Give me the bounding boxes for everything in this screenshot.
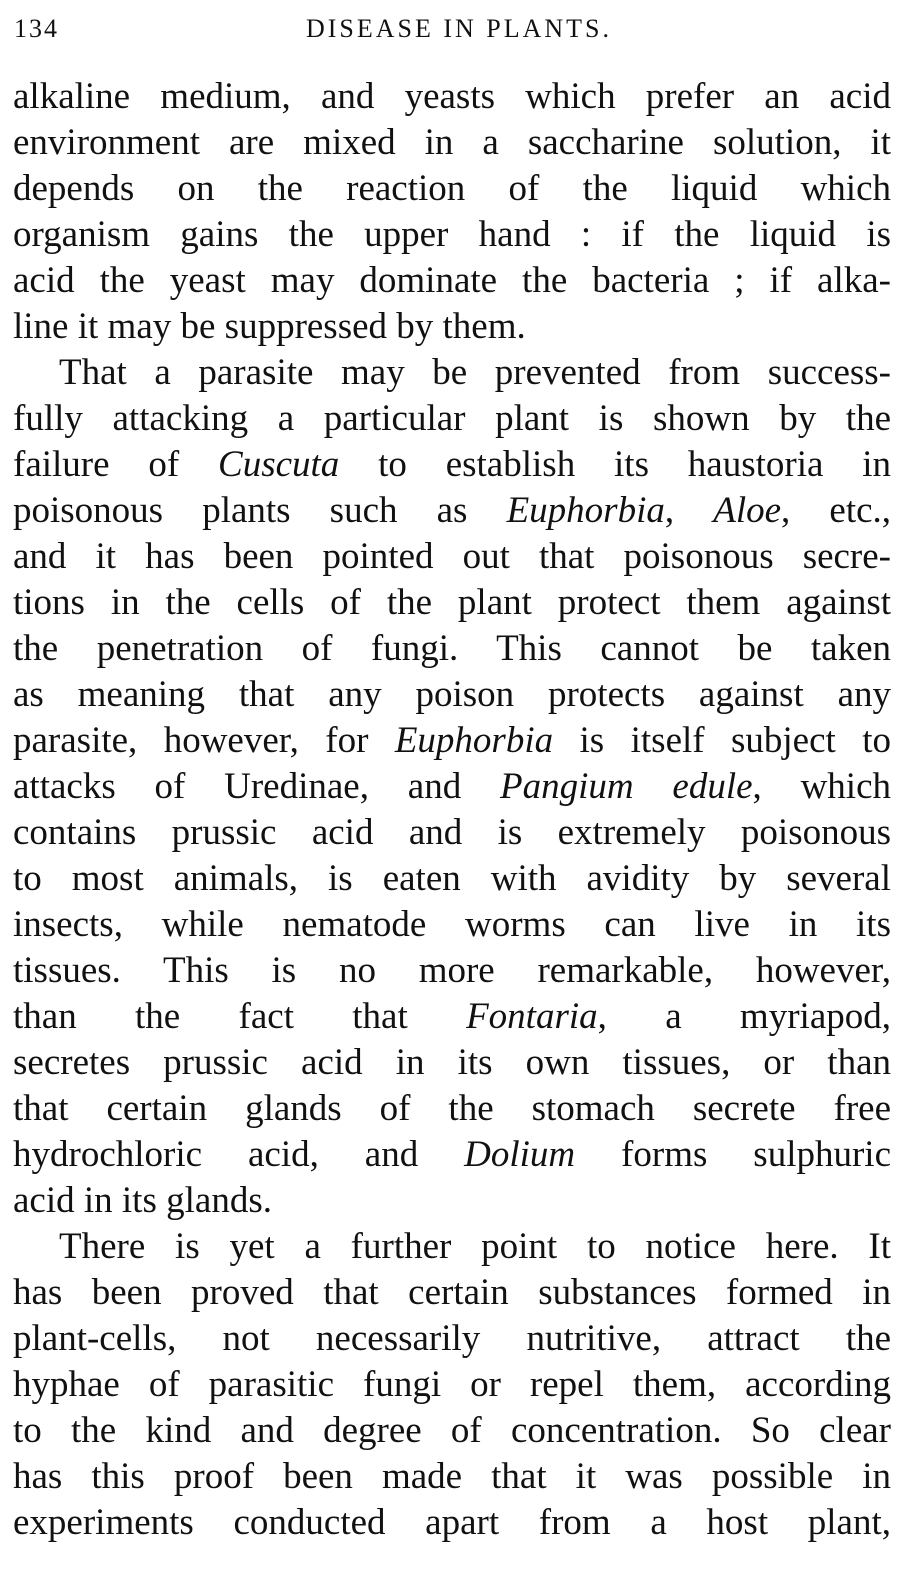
text-line <box>13 994 891 1040</box>
text-line: and it has been pointed out that poisonous secre- <box>13 536 891 577</box>
italic-term: Dolium <box>464 1134 576 1175</box>
text-line: secretes prussic acid in its own tissues, or than <box>13 1042 891 1083</box>
text-span: , etc., <box>781 490 892 531</box>
text-span: , which <box>752 766 891 807</box>
text-span: parasite, however, for <box>13 720 395 761</box>
text-line: acid in its glands. <box>13 1180 272 1221</box>
paragraph-start-line: There is yet a further point to notice here. It <box>59 1226 891 1267</box>
text-line: to the kind and degree of concentration. So clear <box>13 1410 891 1451</box>
text-span: forms sulphuric <box>575 1134 891 1175</box>
text-line: environment are mixed in a saccharine solution, it <box>13 122 891 163</box>
text-span: poisonous plants such as <box>13 490 507 531</box>
text-span: , a myriapod, <box>597 996 891 1037</box>
text-line: fully attacking a particular plant is shown by the <box>13 398 891 439</box>
text-line <box>13 488 891 534</box>
text-span: failure of <box>13 444 219 485</box>
italic-term: Pangium edule <box>500 766 753 807</box>
italic-term: Fontaria <box>466 996 598 1037</box>
text-line: line it may be suppressed by them. <box>13 306 526 347</box>
text-line <box>13 1132 891 1178</box>
text-span: to establish its haustoria in <box>339 444 892 485</box>
italic-term: Aloe <box>713 490 782 531</box>
page-number: 134 <box>14 14 59 43</box>
italic-term: Euphorbia <box>506 490 665 531</box>
text-span: is itself subject to <box>553 720 891 761</box>
text-line: alkaline medium, and yeasts which prefer an acid <box>13 76 891 117</box>
text-line: plant-cells, not necessarily nutritive, attract the <box>13 1318 891 1359</box>
page-header <box>14 8 904 52</box>
text-line: the penetration of fungi. This cannot be taken <box>13 628 891 669</box>
text-line <box>13 442 891 488</box>
italic-term: Cuscuta <box>218 444 340 485</box>
italic-term: Euphorbia <box>394 720 554 761</box>
text-span: hydrochloric acid, and <box>13 1134 465 1175</box>
text-line: has this proof been made that it was possible in <box>13 1456 891 1497</box>
body-text <box>13 74 891 1546</box>
text-line: to most animals, is eaten with avidity by several <box>13 858 891 899</box>
text-line <box>13 718 891 764</box>
text-line: experiments conducted apart from a host plant, <box>13 1502 891 1543</box>
text-line: as meaning that any poison protects against any <box>13 674 891 715</box>
text-line: has been proved that certain substances formed in <box>13 1272 891 1313</box>
text-line: contains prussic acid and is extremely poisonous <box>13 812 891 853</box>
text-span: , <box>664 490 714 531</box>
paragraph-start-line: That a parasite may be prevented from success- <box>59 352 891 393</box>
text-line: hyphae of parasitic fungi or repel them, according <box>13 1364 891 1405</box>
text-line <box>13 764 891 810</box>
text-line: that certain glands of the stomach secrete free <box>13 1088 891 1129</box>
text-line: acid the yeast may dominate the bacteria ; if alka- <box>13 260 891 301</box>
text-span: attacks of Uredinae, and <box>13 766 500 807</box>
text-line: depends on the reaction of the liquid which <box>13 168 891 209</box>
running-title: DISEASE IN PLANTS. <box>305 14 613 43</box>
text-line: tissues. This is no more remarkable, however, <box>13 950 891 991</box>
text-line: tions in the cells of the plant protect them against <box>13 582 891 623</box>
text-line: organism gains the upper hand : if the liquid is <box>13 214 891 255</box>
text-span: than the fact that <box>13 996 467 1037</box>
text-line: insects, while nematode worms can live in its <box>13 904 891 945</box>
